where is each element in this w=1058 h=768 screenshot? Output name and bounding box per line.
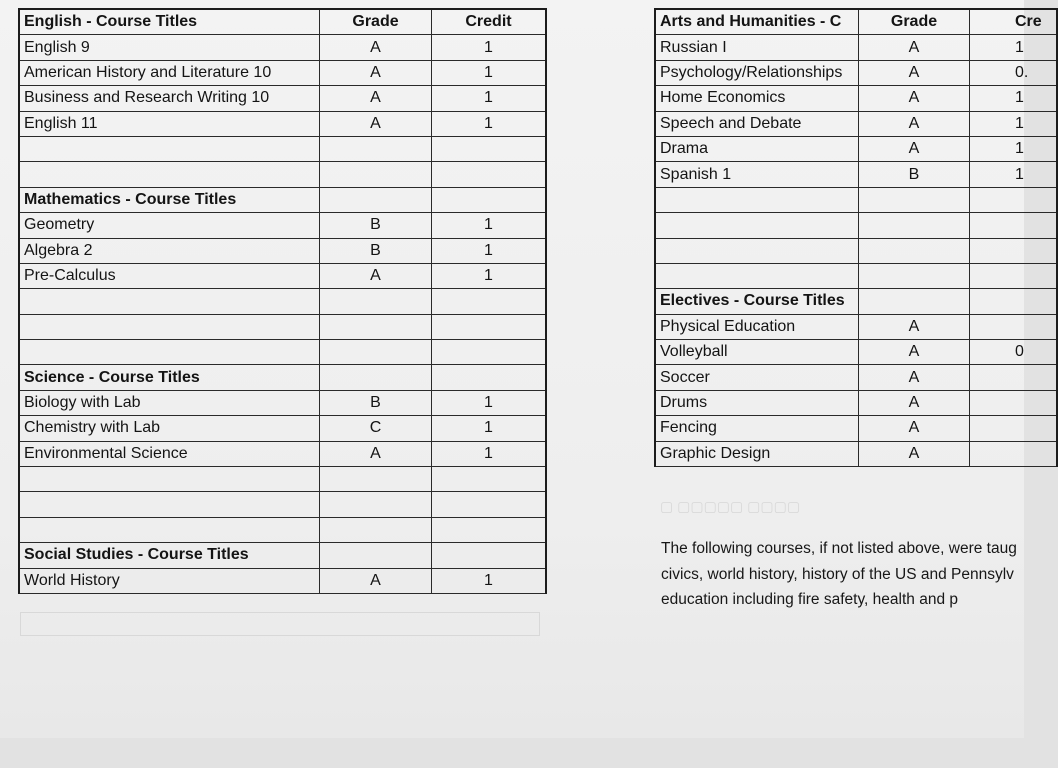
grade-header: Grade [320, 10, 432, 34]
course-title: Russian I [656, 35, 859, 59]
course-credit [432, 492, 545, 516]
course-credit [970, 239, 1056, 263]
grade-header [320, 543, 432, 567]
course-title: Algebra 2 [20, 239, 320, 263]
grade-header [320, 188, 432, 212]
section-title: Arts and Humanities - C [656, 10, 859, 34]
course-title: Speech and Debate [656, 112, 859, 136]
table-row [656, 442, 1056, 467]
table-row [20, 315, 545, 340]
course-credit: 0 [1015, 343, 1024, 361]
course-grade: A [320, 35, 432, 59]
course-grade: A [859, 365, 970, 389]
course-credit [970, 315, 1056, 339]
course-credit [432, 340, 545, 364]
course-grade: A [859, 340, 970, 364]
course-credit [970, 442, 1056, 466]
table-row [656, 112, 1056, 137]
course-title: Graphic Design [656, 442, 859, 466]
course-title: World History [20, 569, 320, 593]
table-row [20, 112, 545, 137]
course-credit [432, 467, 545, 491]
credit-header [432, 543, 545, 567]
electives-header-row [656, 289, 1056, 314]
course-title [20, 492, 320, 516]
course-credit: 1 [484, 444, 493, 462]
course-credit: 1 [484, 419, 493, 437]
course-grade: B [320, 213, 432, 237]
table-row [20, 569, 545, 594]
course-grade: A [320, 264, 432, 288]
course-grade [859, 264, 970, 288]
course-grade: B [859, 162, 970, 186]
course-grade [320, 340, 432, 364]
bleed-through-text: ▢ ▢▢▢▢▢ ▢▢▢▢ [660, 501, 801, 517]
course-title: Drama [656, 137, 859, 161]
course-credit: 1 [1015, 38, 1024, 56]
course-title: Psychology/Relationships [656, 61, 859, 85]
credit-header [970, 289, 1056, 313]
course-credit [970, 391, 1056, 415]
table-row [20, 213, 545, 238]
course-grade: A [859, 391, 970, 415]
course-grade: A [320, 442, 432, 466]
course-credit: 1 [1015, 89, 1024, 107]
course-grade [859, 239, 970, 263]
course-title: Home Economics [656, 86, 859, 110]
table-row [20, 239, 545, 264]
course-credit [432, 315, 545, 339]
course-grade: B [320, 239, 432, 263]
course-title: Spanish 1 [656, 162, 859, 186]
course-credit [432, 518, 545, 542]
course-credit: 1 [484, 216, 493, 234]
course-credit [432, 162, 545, 186]
course-title: English 11 [20, 112, 320, 136]
course-title: Environmental Science [20, 442, 320, 466]
table-row [20, 340, 545, 365]
table-row [20, 162, 545, 187]
table-row [656, 391, 1056, 416]
english-header-row [20, 10, 545, 35]
course-title: American History and Literature 10 [20, 61, 320, 85]
course-title: Business and Research Writing 10 [20, 86, 320, 110]
course-title [656, 213, 859, 237]
course-credit: 1 [1015, 165, 1024, 183]
table-row [656, 35, 1056, 60]
course-grade [320, 492, 432, 516]
course-grade [320, 289, 432, 313]
course-grade: A [320, 569, 432, 593]
course-credit [432, 289, 545, 313]
credit-header [432, 188, 545, 212]
section-title: Mathematics - Course Titles [20, 188, 320, 212]
course-title: Fencing [656, 416, 859, 440]
course-grade: A [859, 442, 970, 466]
course-title [20, 340, 320, 364]
table-row [656, 213, 1056, 238]
course-credit: 1 [1015, 140, 1024, 158]
course-grade [859, 188, 970, 212]
course-grade [320, 315, 432, 339]
course-grade: A [859, 137, 970, 161]
course-title [20, 137, 320, 161]
course-grade [320, 162, 432, 186]
course-grade [859, 213, 970, 237]
course-title [20, 518, 320, 542]
course-grade: A [859, 416, 970, 440]
course-title: Pre-Calculus [20, 264, 320, 288]
course-title: Geometry [20, 213, 320, 237]
grade-header [859, 289, 970, 313]
course-credit [970, 416, 1056, 440]
social-header-row [20, 543, 545, 568]
table-row [20, 35, 545, 60]
course-title: Physical Education [656, 315, 859, 339]
table-row [20, 442, 545, 467]
course-credit: 1 [484, 63, 493, 81]
section-title: English - Course Titles [20, 10, 320, 34]
course-grade [320, 518, 432, 542]
section-title: Science - Course Titles [20, 365, 320, 389]
course-grade: A [320, 61, 432, 85]
course-title: Soccer [656, 365, 859, 389]
table-row [656, 239, 1056, 264]
table-row [656, 86, 1056, 111]
reflected-row-shadow [20, 612, 540, 636]
course-title [20, 467, 320, 491]
course-credit: 1 [484, 267, 493, 285]
course-credit: 1 [484, 241, 493, 259]
course-grade: A [859, 61, 970, 85]
course-grade: A [320, 112, 432, 136]
course-grade [320, 137, 432, 161]
left-transcript-table [18, 8, 547, 594]
note-line-1: The following courses, if not listed above, were taug [661, 540, 1017, 557]
course-grade: A [859, 315, 970, 339]
course-credit: 1 [484, 394, 493, 412]
course-credit: 0. [1015, 63, 1029, 81]
course-grade: A [320, 86, 432, 110]
table-row [20, 416, 545, 441]
table-row [20, 467, 545, 492]
arts-header-row [656, 10, 1056, 35]
course-credit [432, 137, 545, 161]
table-row [20, 518, 545, 543]
course-grade: A [859, 112, 970, 136]
math-header-row [20, 188, 545, 213]
table-row [656, 264, 1056, 289]
course-credit: 1 [484, 571, 493, 589]
course-title: English 9 [20, 35, 320, 59]
course-grade: A [859, 35, 970, 59]
course-title [656, 264, 859, 288]
course-title: Drums [656, 391, 859, 415]
course-credit [970, 365, 1056, 389]
note-line-2: civics, world history, history of the US and Pennsylv [661, 565, 1014, 583]
table-row [656, 315, 1056, 340]
course-credit: 1 [1015, 114, 1024, 132]
course-credit: 1 [484, 38, 493, 56]
table-row [20, 137, 545, 162]
table-row [20, 289, 545, 314]
course-title: Chemistry with Lab [20, 416, 320, 440]
grade-header [320, 365, 432, 389]
course-grade: B [320, 391, 432, 415]
course-credit [970, 213, 1056, 237]
course-credit [970, 188, 1056, 212]
table-row [656, 340, 1056, 365]
course-title [656, 239, 859, 263]
note-line-3: education including fire safety, health and p [661, 591, 958, 608]
grade-header: Grade [859, 10, 970, 34]
table-row [656, 162, 1056, 187]
table-row [656, 137, 1056, 162]
section-title: Social Studies - Course Titles [20, 543, 320, 567]
section-title: Electives - Course Titles [656, 289, 859, 313]
table-row [20, 61, 545, 86]
credit-header: Cre [1015, 13, 1042, 31]
table-row [20, 391, 545, 416]
course-title [20, 162, 320, 186]
right-transcript-table [654, 8, 1058, 467]
credit-header: Credit [465, 13, 512, 31]
table-row [656, 365, 1056, 390]
course-title [20, 315, 320, 339]
table-row [20, 492, 545, 517]
table-row [656, 188, 1056, 213]
table-row [656, 416, 1056, 441]
credit-header [432, 365, 545, 389]
table-row [20, 86, 545, 111]
table-row [20, 264, 545, 289]
course-grade: C [320, 416, 432, 440]
course-title [656, 188, 859, 212]
course-grade: A [859, 86, 970, 110]
science-header-row [20, 365, 545, 390]
course-grade [320, 467, 432, 491]
table-row [656, 61, 1056, 86]
course-title: Biology with Lab [20, 391, 320, 415]
course-credit [970, 264, 1056, 288]
course-credit: 1 [484, 114, 493, 132]
courses-note [661, 536, 1021, 613]
course-title [20, 289, 320, 313]
course-title: Volleyball [656, 340, 859, 364]
course-credit: 1 [484, 89, 493, 107]
